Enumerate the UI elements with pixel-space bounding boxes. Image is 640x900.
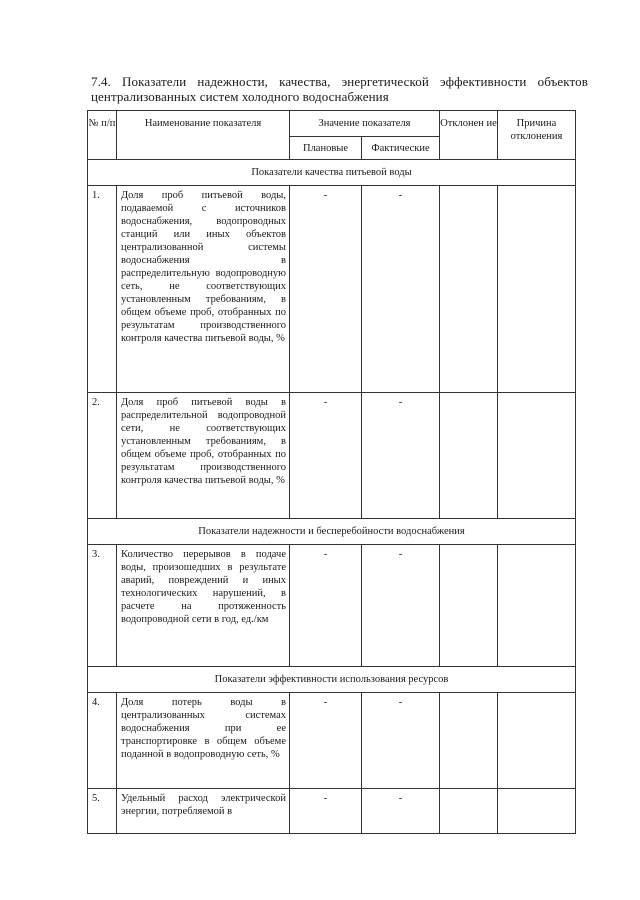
row-number: 3. bbox=[88, 545, 117, 667]
actual-value: - bbox=[362, 393, 440, 519]
section-heading: 7.4. Показатели надежности, качества, энергетической эффективности объектов централизованных систем холодного водоснабжения bbox=[91, 74, 588, 104]
table-row bbox=[88, 789, 576, 834]
section-row bbox=[88, 519, 576, 545]
table-row bbox=[88, 545, 576, 667]
header-value: Значение показателя bbox=[290, 111, 440, 137]
header-planned: Плановые bbox=[290, 137, 362, 160]
row-number: 4. bbox=[88, 693, 117, 789]
planned-value: - bbox=[290, 545, 362, 667]
planned-value: - bbox=[290, 186, 362, 393]
actual-value: - bbox=[362, 186, 440, 393]
table-row bbox=[88, 693, 576, 789]
planned-value: - bbox=[290, 393, 362, 519]
table-row bbox=[88, 186, 576, 393]
reason-value bbox=[498, 393, 576, 519]
deviation-value bbox=[440, 545, 498, 667]
actual-value: - bbox=[362, 789, 440, 834]
planned-value: - bbox=[290, 693, 362, 789]
actual-value: - bbox=[362, 545, 440, 667]
section-row bbox=[88, 160, 576, 186]
indicator-name: Доля потерь воды в централизованных системах водоснабжения при ее транспортировке в общем объеме поданной в водопроводную сеть, % bbox=[117, 693, 290, 789]
header-deviation: Отклонен ие bbox=[440, 111, 498, 160]
reason-value bbox=[498, 693, 576, 789]
indicator-name: Удельный расход электрической энергии, потребляемой в bbox=[117, 789, 290, 834]
table-header-row bbox=[88, 111, 576, 137]
header-name: Наименование показателя bbox=[117, 111, 290, 160]
header-num: № п/п bbox=[88, 111, 117, 160]
row-number: 5. bbox=[88, 789, 117, 834]
section-row bbox=[88, 667, 576, 693]
deviation-value bbox=[440, 789, 498, 834]
section-title-reliability: Показатели надежности и бесперебойности водоснабжения bbox=[88, 519, 576, 545]
reason-value bbox=[498, 186, 576, 393]
section-title-quality: Показатели качества питьевой воды bbox=[88, 160, 576, 186]
reason-value bbox=[498, 545, 576, 667]
actual-value: - bbox=[362, 693, 440, 789]
row-number: 2. bbox=[88, 393, 117, 519]
indicator-name: Доля проб питьевой воды в распределительной водопроводной сети, не соответствующих установленным требованиям, в общем объеме проб, отобранных по результатам производственного контроля качества питьевой воды, % bbox=[117, 393, 290, 519]
section-title-efficiency: Показатели эффективности использования ресурсов bbox=[88, 667, 576, 693]
header-reason: Причина отклонения bbox=[498, 111, 576, 160]
reason-value bbox=[498, 789, 576, 834]
indicators-table bbox=[87, 110, 576, 834]
indicator-name: Доля проб питьевой воды, подаваемой с источников водоснабжения, водопроводных станций или иных объектов централизованной системы водоснабжения в распределительную водопроводную сеть, не соответствующих установленным требованиям, в общем объеме проб, отобранных по результатам производственного контроля качества питьевой воды, % bbox=[117, 186, 290, 393]
deviation-value bbox=[440, 393, 498, 519]
table-row bbox=[88, 393, 576, 519]
deviation-value bbox=[440, 186, 498, 393]
deviation-value bbox=[440, 693, 498, 789]
row-number: 1. bbox=[88, 186, 117, 393]
header-actual: Фактические bbox=[362, 137, 440, 160]
indicator-name: Количество перерывов в подаче воды, произошедших в результате аварий, повреждений и иных технологических нарушений, в расчете на протяженность водопроводной сети в год, ед./км bbox=[117, 545, 290, 667]
planned-value: - bbox=[290, 789, 362, 834]
